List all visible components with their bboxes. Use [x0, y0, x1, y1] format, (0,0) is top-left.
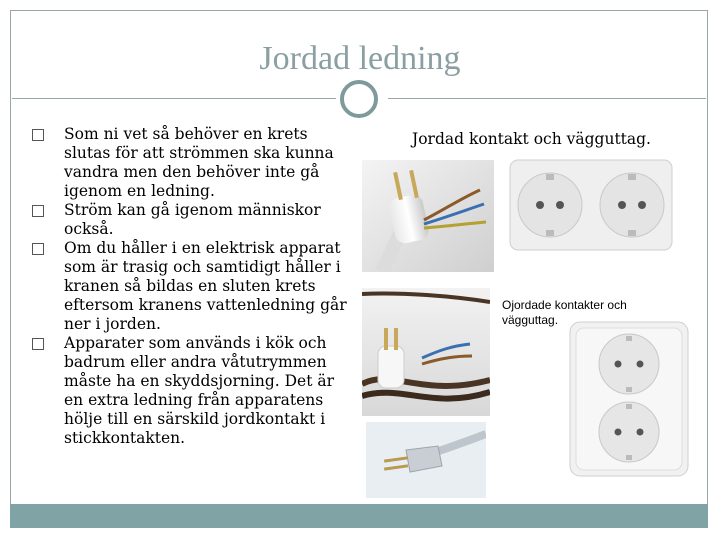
bullet-item — [28, 201, 358, 239]
bullet-text: Som ni vet så behöver en krets slutas för att strömmen ska kunna vandra men den behöver inte gå igenom en ledning. — [64, 125, 334, 200]
slide-title: Jordad ledning — [259, 40, 461, 77]
bullet-item — [28, 125, 358, 201]
square-bullet-icon — [32, 243, 44, 255]
title-divider-left — [12, 98, 336, 99]
title-divider-right — [388, 98, 706, 99]
square-bullet-icon — [32, 338, 44, 350]
ungrounded-socket-photo — [564, 320, 694, 480]
square-bullet-icon — [32, 205, 44, 217]
bullet-item — [28, 239, 358, 334]
euro-plug-photo — [366, 422, 486, 498]
ring-ornament-icon — [340, 80, 378, 118]
square-bullet-icon — [32, 129, 44, 141]
bullet-text: Om du håller i en elektrisk apparat som är trasig och samtidigt håller i kranen så bildas en sluten krets eftersom kranens vattenledning går ner i jorden. — [64, 239, 347, 333]
grounded-caption: Jordad kontakt och vägguttag. — [412, 130, 651, 148]
bullet-text: Apparater som används i kök och badrum eller andra våtutrymmen måste ha en skyddsjorning. Det är en extra ledning från apparatens hölje till en särskild jordkontakt i stickkontakten. — [64, 334, 335, 447]
ungrounded-caption: Ojordade kontakter och vägguttag. — [502, 298, 627, 327]
footer-bar — [10, 504, 708, 528]
bullet-text: Ström kan gå igenom människor också. — [64, 201, 321, 238]
bullet-list — [28, 125, 358, 448]
grounded-plug-photo — [362, 160, 494, 272]
ungrounded-plug-photo — [362, 288, 490, 416]
grounded-socket-photo — [506, 156, 676, 254]
bullet-item — [28, 334, 358, 448]
